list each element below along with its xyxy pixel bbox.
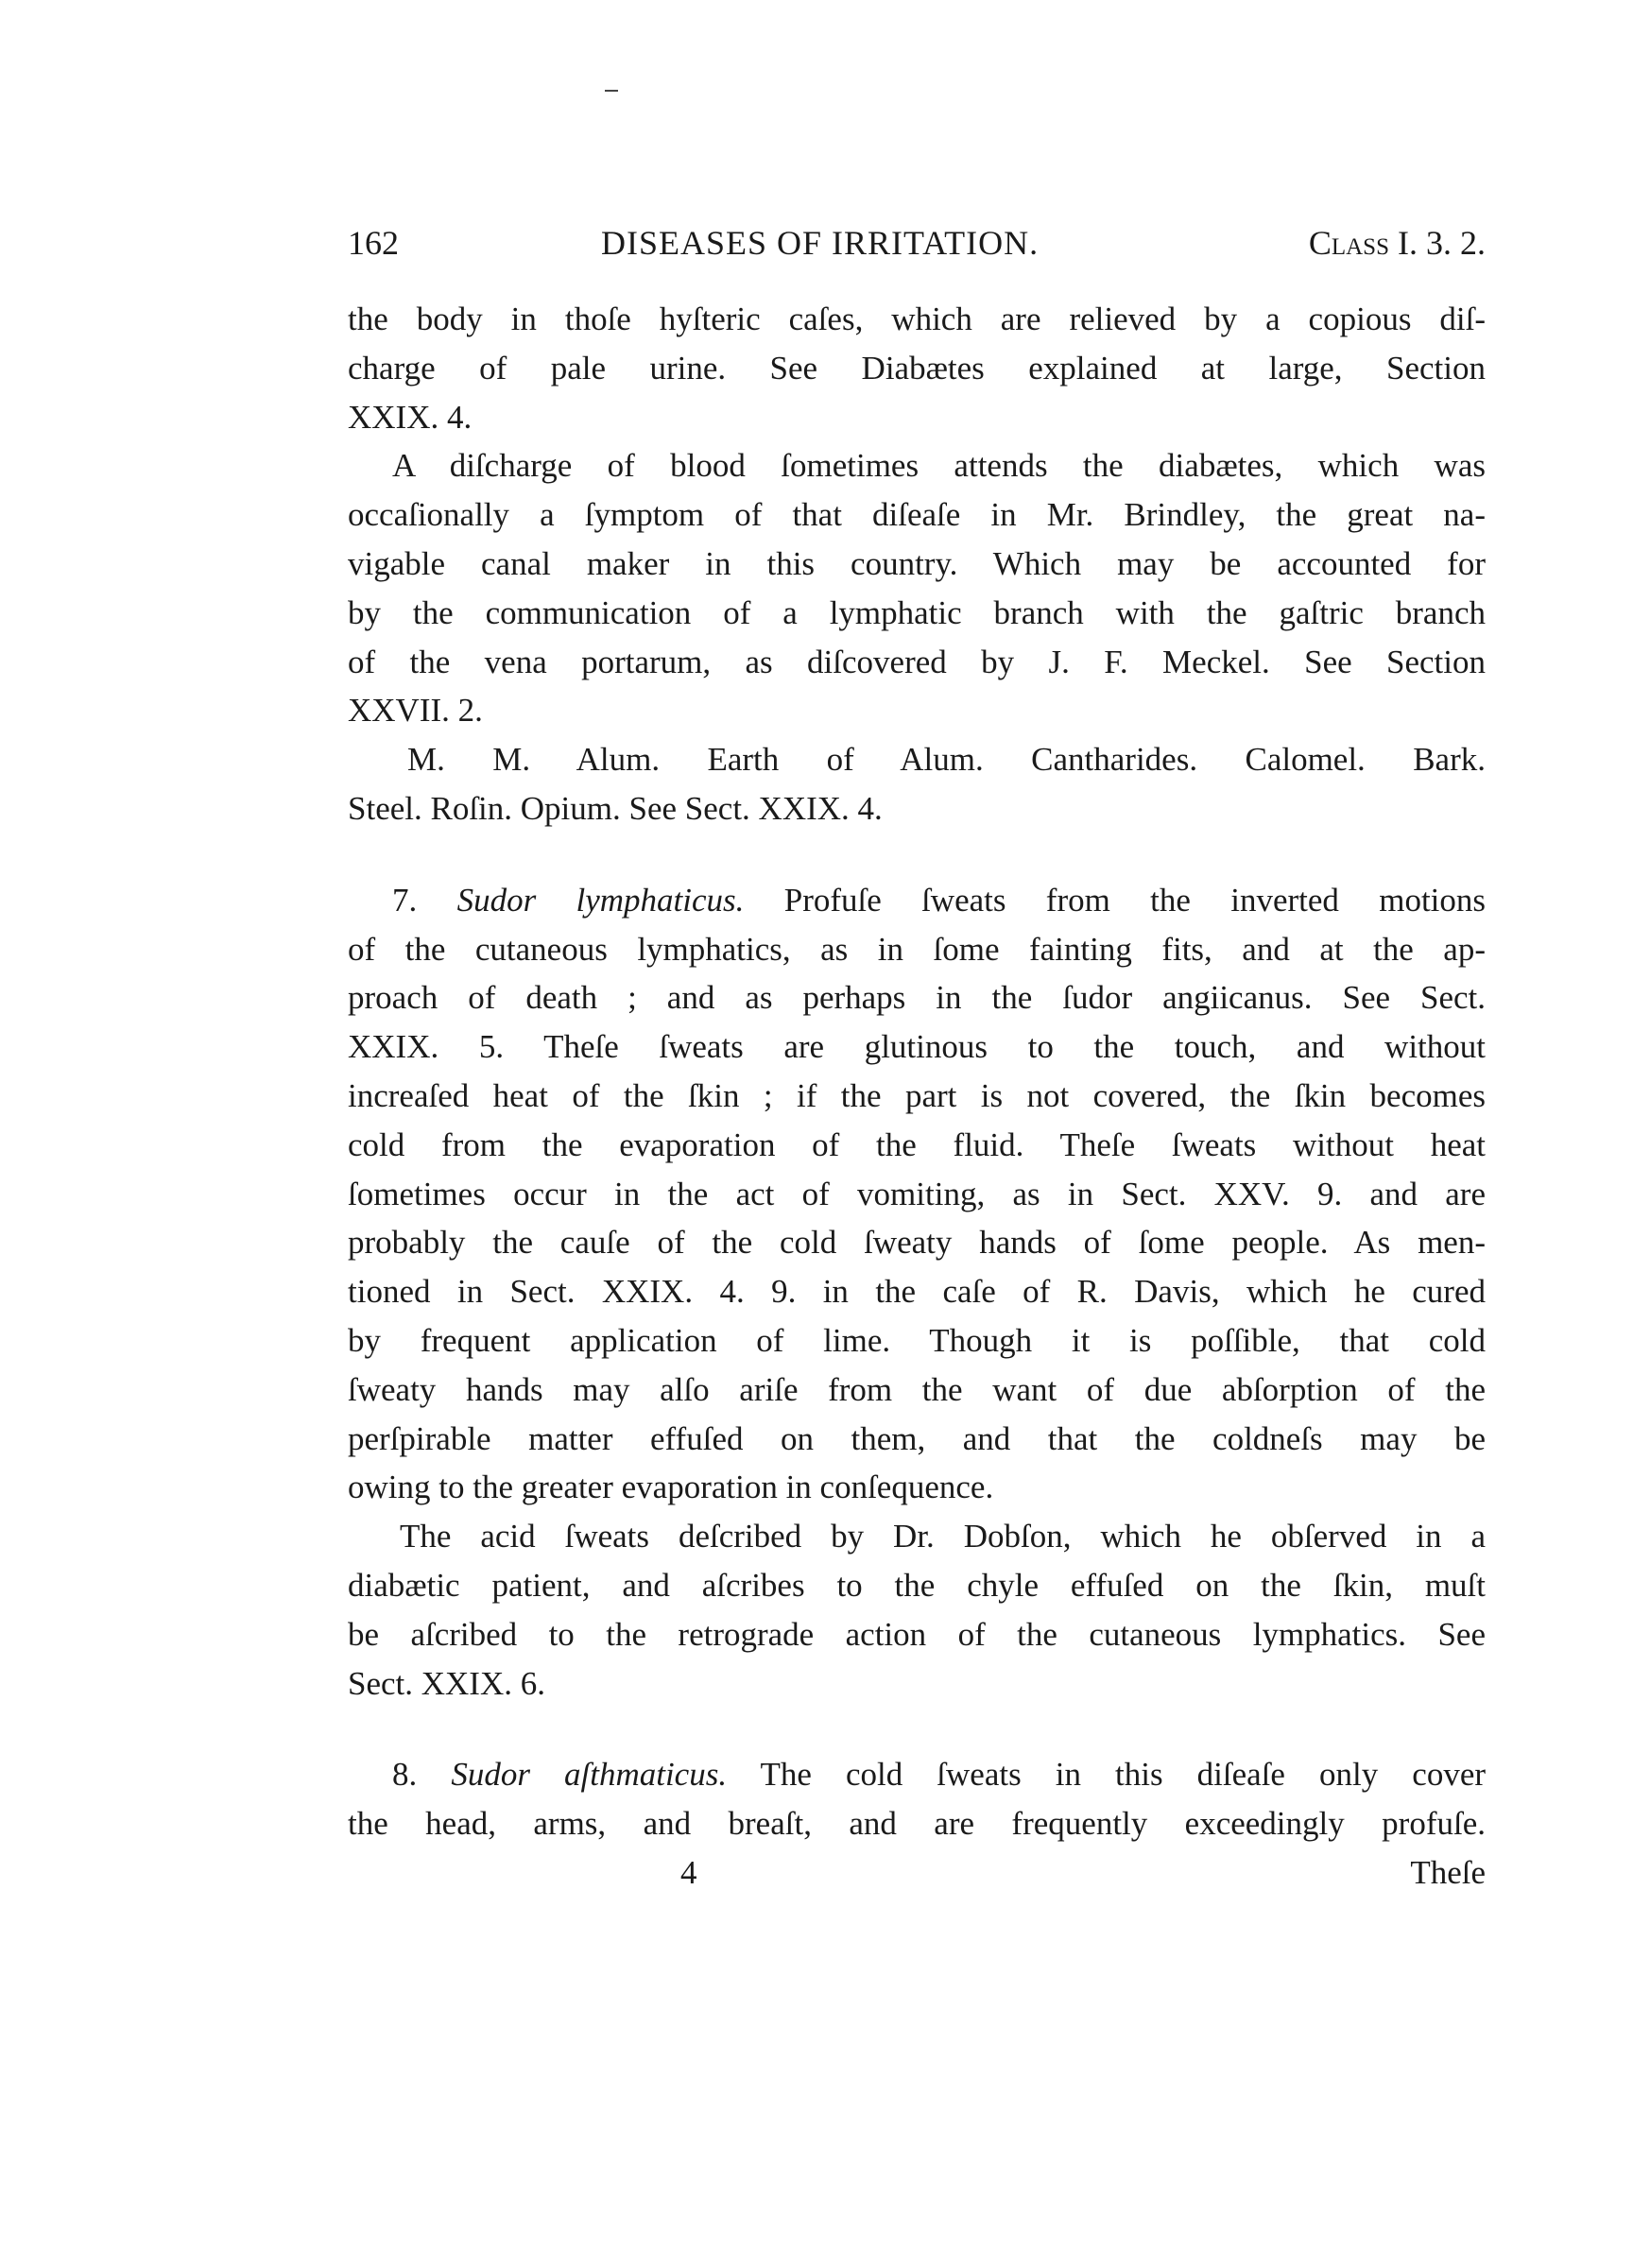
section-number: 7. — [392, 881, 418, 919]
text-line: of the vena portarum, as diſcovered by J. F. Meckel. See Section — [348, 643, 1486, 680]
text-line: The acid ſweats deſcribed by Dr. Dobſon, which he obſerved in a — [400, 1518, 1486, 1555]
text-line: probably the cauſe of the cold ſweaty hands of ſome people. As men- — [348, 1224, 1486, 1262]
text-line: vigable canal maker in this country. Which may be accounted for — [348, 544, 1486, 582]
text-line: cold from the evaporation of the fluid. Theſe ſweats without heat — [348, 1125, 1486, 1163]
section-number: 8. — [392, 1756, 418, 1794]
text-line: A diſcharge of blood ſometimes attends the diabætes, which was — [392, 447, 1486, 485]
running-header — [348, 223, 1486, 270]
text-line: ſometimes occur in the act of vomiting, as in Sect. XXV. 9. and are — [348, 1175, 1486, 1212]
section-heading: Sudor aſthmaticus. — [451, 1756, 728, 1794]
line-text: Profuſe ſweats from the inverted motions — [783, 881, 1487, 919]
text-line: occaſionally a ſymptom of that diſeaſe in Mr. Brindley, the great na- — [348, 496, 1486, 534]
text-line: Sect. XXIX. 6. — [348, 1664, 545, 1702]
page-number: 162 — [348, 224, 399, 262]
text-line: Steel. Roſin. Opium. See Sect. XXIX. 4. — [348, 789, 883, 827]
text-line: by the communication of a lymphatic branch with the gaſtric branch — [348, 593, 1486, 631]
text-line: perſpirable matter effuſed on them, and that the coldneſs may be — [348, 1419, 1486, 1457]
text-line: diabætic patient, and aſcribes to the chyle effuſed on the ſkin, muſt — [348, 1566, 1486, 1604]
section-heading: Sudor lymphaticus. — [456, 881, 745, 919]
text-line — [348, 1750, 1486, 1799]
text-line: XXIX. 4. — [348, 398, 473, 436]
text-line: owing to the greater evaporation in conſequence. — [348, 1469, 994, 1506]
line-text: The cold ſweats in this diſeaſe only cover — [760, 1756, 1487, 1794]
text-line: M. M. Alum. Earth of Alum. Cantharides. Calomel. Bark. — [407, 741, 1486, 779]
text-line: proach of death ; and as perhaps in the ſudor angiicanus. See Sect. — [348, 979, 1486, 1017]
signature-mark: 4 — [680, 1853, 697, 1891]
text-line: ſweaty hands may alſo ariſe from the want of due abſorption of the — [348, 1370, 1486, 1408]
page-body — [348, 295, 1486, 1898]
class-label: Class — [1308, 224, 1389, 262]
text-line: of the cutaneous lymphatics, as in ſome fainting fits, and at the ap- — [348, 930, 1486, 968]
text-line: be aſcribed to the retrograde action of the cutaneous lymphatics. See — [348, 1615, 1486, 1653]
text-line: increaſed heat of the ſkin ; if the part is not covered, the ſkin becomes — [348, 1076, 1486, 1114]
paragraph — [348, 295, 1486, 441]
text-line: the head, arms, and breaſt, and are frequently exceedingly profuſe. — [348, 1805, 1486, 1843]
paragraph — [348, 441, 1486, 735]
materia-medica — [348, 735, 1486, 833]
class-reference — [1309, 223, 1486, 263]
catchword: Theſe — [1410, 1853, 1486, 1891]
text-line — [348, 876, 1486, 925]
section-7 — [348, 876, 1486, 1512]
text-line: charge of pale urine. See Diabætes explained at large, Section — [348, 349, 1486, 387]
text-line: by frequent application of lime. Though it is poſſible, that cold — [348, 1321, 1486, 1359]
scan-speck — [605, 90, 618, 92]
text-line: the body in thoſe hyſteric caſes, which are relieved by a copious diſ- — [348, 301, 1486, 337]
section-8 — [348, 1750, 1486, 1848]
text-line: XXIX. 5. Theſe ſweats are glutinous to the touch, and without — [348, 1028, 1486, 1066]
text-line: tioned in Sect. XXIX. 4. 9. in the caſe of R. Davis, which he cured — [348, 1273, 1486, 1311]
running-title: DISEASES OF IRRITATION. — [601, 224, 1040, 262]
class-ref: I. 3. 2. — [1398, 224, 1486, 262]
paragraph — [348, 1512, 1486, 1708]
text-line: XXVII. 2. — [348, 692, 483, 730]
page-footer — [348, 1848, 1486, 1898]
